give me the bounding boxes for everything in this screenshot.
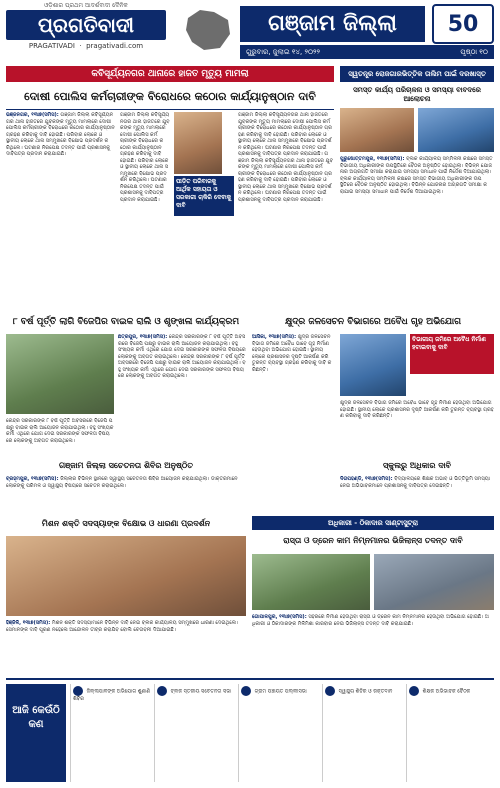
bottom-strip-title: ଆଜି କେଉଁଠି କଣ (12, 705, 60, 730)
paper-logo-latin: PRAGATIVADI · pragativadi.com (28, 42, 144, 50)
water-photo[interactable] (340, 334, 406, 396)
road-text: ସହରରେ ନିର୍ମାଣ ହେଉଥିବା ରାସ୍ତା ଓ ଡ୍ରେନ କାମ ନିମ୍ନମାନର ହେଉଥିବା ଅଭିଯୋଗ ହୋଇଛି। ଅଧିକାରୀ ଓ ଠିକାଦାରଙ୍କ ମିଳିମିଶା କାରବାର ନେଇ ଭିଜିଲାନ୍ସ ତଦନ୍ତ ଦାବି କରାଯାଇଛି। (252, 614, 489, 627)
health-byline: ବ୍ରହ୍ମପୁର, ୧୩ା୭(ସମିସ): (6, 476, 59, 482)
bjp-text-cont: କେନ୍ଦ୍ର ସରକାରଙ୍କ ୮ ବର୍ଷ ପୂର୍ତ୍ତି ଅବସରରେ ବିଜେପି ପକ୍ଷରୁ ବାଇକ ରାଲି ଆୟୋଜନ କରାଯାଇଥିଲା। ବହୁ ସଂଖ୍ୟକ କର୍ମୀ ଏଥିରେ ଯୋଗ ଦେଇ ସରକାରଙ୍କ ସଫଳତା ବିଷୟରେ ଲୋକଙ୍କୁ ଅବଗତ କରାଇଥିଲେ। (118, 353, 246, 379)
lead-text-cont: ଗଞ୍ଜାମ ଜିଲ୍ଲା କବିସୂର୍ଯ୍ୟନଗର ଥାନା ହାଜତରେ ଯୁବକଙ୍କ ମୃତ୍ୟୁ ମାମଲାରେ ଦୋଷୀ ପୋଲିସ କର୍ମଚାରୀଙ୍କ ବିରୋଧରେ କଠୋର କାର୍ଯ୍ୟାନୁଷ୍ଠାନ ଗ୍ରହଣ କରିବାକୁ ଦାବି ହୋଇଛି। ପରିବାର ଲୋକେ ଓ ସ୍ଥାନୀୟ ଲୋକେ ଥାନା ସମ୍ମୁଖରେ ବିକ୍ଷୋଭ ପ୍ରଦର୍ଶନ କରିଥିଲେ। ଘଟଣାର ନିରପେକ୍ଷ ତଦନ୍ତ ପାଇଁ ପ୍ରଶାସନକୁ ଦାବିପତ୍ର ପ୍ରଦାନ କରାଯାଇଛି। (120, 112, 170, 203)
bjp-text-cont2: କେନ୍ଦ୍ର ସରକାରଙ୍କ ୮ ବର୍ଷ ପୂର୍ତ୍ତି ଅବସରରେ ବିଜେପି ପକ୍ଷରୁ ବାଇକ ରାଲି ଆୟୋଜନ କରାଯାଇଥିଲା। ବହୁ ସଂଖ୍ୟକ କର୍ମୀ ଏଥିରେ ଯୋଗ ଦେଇ ସରକାରଙ୍କ ସଫଳତା ବିଷୟରେ ଲୋକଙ୍କୁ ଅବଗତ କରାଇଥିଲେ। (6, 418, 114, 444)
lead-headline[interactable]: ଦୋଷୀ ପୋଲିସ କର୍ମଚାରୀଙ୍କ ବିରୋଧରେ କଠୋର କାର୍ଯ୍ୟାନୁଷ୍ଠାନ ଦାବି (24, 90, 316, 103)
water-text-cont: କ୍ଷୁଦ୍ର ଜଳସେଚନ ବିଭାଗ ଜମିରେ ଅବୈଧ ଭାବେ ଗୃହ ନିର୍ମାଣ ହେଉଥିବା ଅଭିଯୋଗ ହୋଇଛି। ସ୍ଥାନୀୟ ଲୋକେ ପ୍ରଶାସନର ଦୃଷ୍ଟି ଆକର୍ଷଣ କରି ତୁରନ୍ତ ବ୍ୟବସ୍ଥା ଗ୍ରହଣ କରିବାକୁ ଦାବି କରିଛନ୍ତି। (340, 400, 494, 419)
school-headline[interactable]: ସ୍କୁଲରୁ ଅଧିକାର ଦାବି (382, 461, 452, 470)
rally-body (6, 620, 246, 672)
road-photo-2[interactable] (374, 554, 494, 610)
water-body-col2 (340, 400, 494, 454)
strip-item[interactable] (322, 684, 406, 782)
water-body (252, 334, 336, 454)
health-text: ଜିଲ୍ଲାର ବିଭିନ୍ନ ସ୍ଥାନରେ ସ୍ୱାସ୍ଥ୍ୟ ସଚେତନତା ଶିବିର ଆୟୋଜନ କରାଯାଇଥିଲା। ଡାକ୍ତରମାନେ ଲୋକଙ୍କୁ ପରିମଳ ଓ ସ୍ୱାସ୍ଥ୍ୟ ବିଷୟରେ ସଚେତନ କରାଇଥିଲେ। (6, 476, 238, 489)
bjp-photo[interactable] (6, 334, 114, 414)
lead-text: ଗଞ୍ଜାମ ଜିଲ୍ଲା କବିସୂର୍ଯ୍ୟନଗର ଥାନା ହାଜତରେ ଯୁବକଙ୍କ ମୃତ୍ୟୁ ମାମଲାରେ ଦୋଷୀ ପୋଲିସ କର୍ମଚାରୀଙ୍କ ବିରୋଧରେ କଠୋର କାର୍ଯ୍ୟାନୁଷ୍ଠାନ ଗ୍ରହଣ କରିବାକୁ ଦାବି ହୋଇଛି। ପରିବାର ଲୋକେ ଓ ସ୍ଥାନୀୟ ଲୋକେ ଥାନା ସମ୍ମୁଖରେ ବିକ୍ଷୋଭ ପ୍ରଦର୍ଶନ କରିଥିଲେ। ଘଟଣାର ନିରପେକ୍ଷ ତଦନ୍ତ ପାଇଁ ପ୍ରଶାସନକୁ ଦାବିପତ୍ର ପ୍ରଦାନ କରାଯାଇଛି। (6, 112, 115, 157)
strip-item[interactable] (406, 684, 494, 782)
lead-photo[interactable] (174, 112, 222, 174)
bullet-icon (73, 686, 83, 696)
strap-right[interactable]: ସ୍ୱତନ୍ତ୍ର ରୋଜଗାରଭିତ୍ତିକ ତାଲିମ ପାଇଁ ଦରଖାସ୍ତ (340, 66, 494, 82)
bullet-icon (325, 686, 335, 696)
date-bar (240, 45, 494, 59)
road-photo-1[interactable] (252, 554, 370, 610)
strap-left[interactable]: କବିସୂର୍ଯ୍ୟନଗର ଥାନାରେ ହାଜତ ମୃତ୍ୟୁ ମାମଲା (6, 66, 334, 82)
district-map-icon (180, 4, 236, 54)
water-sidebox-text: ବିଭାଗୀୟ ଜମିରେ ଅବୈଧ ନିର୍ମାଣ ହଟାଇବାକୁ ଦାବି (412, 336, 486, 351)
right-top-body (340, 156, 494, 306)
rally-headline[interactable]: ମିଶନ ଶକ୍ତି ସଦସ୍ୟାଙ୍କ ବିକ୍ଷୋଭ ଓ ଧାରଣା ପ୍ରଦର୍ଶନ (41, 519, 211, 528)
water-headline[interactable]: କ୍ଷୁଦ୍ର ଜଳସେଚନ ବିଭାଗରେ ଅବୈଧ ଗୃହ ଅଭିଯୋଗ (284, 317, 462, 327)
road-body (252, 614, 494, 672)
strip-item-text: ଶିକ୍ଷକ ଅଭିଭାବକ ବୈଠକ (422, 688, 471, 695)
water-text: କ୍ଷୁଦ୍ର ଜଳସେଚନ ବିଭାଗ ଜମିରେ ଅବୈଧ ଭାବେ ଗୃହ ନିର୍ମାଣ ହେଉଥିବା ଅଭିଯୋଗ ହୋଇଛି। ସ୍ଥାନୀୟ ଲୋକେ ପ୍ରଶାସନର ଦୃଷ୍ଟି ଆକର୍ଷଣ କରି ତୁରନ୍ତ ବ୍ୟବସ୍ଥା ଗ୍ରହଣ କରିବାକୁ ଦାବି କରିଛନ୍ତି। (252, 334, 332, 373)
strip-item[interactable] (70, 684, 154, 782)
lead-text-cont3: ଗଞ୍ଜାମ ଜିଲ୍ଲା କବିସୂର୍ଯ୍ୟନଗର ଥାନା ହାଜତରେ ଯୁବକଙ୍କ ମୃତ୍ୟୁ ମାମଲାରେ ଦୋଷୀ ପୋଲିସ କର୍ମଚାରୀଙ୍କ ବିରୋଧରେ କଠୋର କାର୍ଯ୍ୟାନୁଷ୍ଠାନ ଗ୍ରହଣ କରିବାକୁ ଦାବି ହୋଇଛି। ପରିବାର ଲୋକେ ଓ ସ୍ଥାନୀୟ ଲୋକେ ଥାନା ସମ୍ମୁଖରେ ବିକ୍ଷୋଭ ପ୍ରଦର୍ଶନ କରିଥିଲେ। ଘଟଣାର ନିରପେକ୍ଷ ତଦନ୍ତ ପାଇଁ ପ୍ରଶାସନକୁ ଦାବିପତ୍ର ପ୍ରଦାନ କରାଯାଇଛି। (238, 151, 333, 203)
bullet-icon (241, 686, 251, 696)
strip-item-text: ଜିଲ୍ଲାପାଳଙ୍କ ଅଭିଯୋଗ ଶୁଣାଣି ଶିବିର (73, 688, 151, 702)
road-byline: ଗୋପାଳପୁର, ୧୩ା୭(ସମିସ): (252, 614, 307, 620)
strip-item-text: ବ୍ଲକ ସ୍ତରୀୟ ସଚେତନତା ସଭା (170, 688, 232, 695)
strip-item-text: ଗ୍ରାମ ପଞ୍ଚାୟତ ପଲ୍ଲୀସଭା (254, 688, 307, 695)
paper-name-latin: PRAGATIVADI (28, 42, 75, 50)
lead-byline: ଭଞ୍ଜନଗର, ୧୩ା୭(ସମିସ): (6, 112, 59, 118)
website-link[interactable]: pragativadi.com (86, 42, 144, 50)
strip-item[interactable] (154, 684, 238, 782)
bjp-body (118, 334, 246, 454)
lead-pullquote (174, 176, 234, 216)
bottom-strip-title-box (6, 684, 66, 782)
paper-logo[interactable]: ପ୍ରଗତିବାଦୀ (6, 10, 166, 40)
lead-pullquote-text: ପୀଡ଼ିତ ପରିବାରକୁ ଆର୍ଥିକ ସହାୟତା ଓ ସରକାରୀ ଚାକିରି ଦେବାକୁ ଦାବି (176, 178, 232, 209)
school-body (340, 476, 494, 512)
lead-body-col2 (120, 112, 170, 310)
road-kicker: ଅଧିକାରୀ - ଠିକାଦାର ସାଣ୍ଟାସୁଟ୍ରା (252, 516, 494, 530)
bjp-byline: ଛତ୍ରପୁର, ୧୩ା୭(ସମିସ): (118, 334, 168, 340)
strip-item-text: ସ୍ୱାସ୍ଥ୍ୟ ଶିବିର ଓ ରକ୍ତଦାନ (338, 688, 393, 695)
anniversary-badge: 50 (432, 4, 494, 44)
lead-body (6, 112, 116, 310)
bullet-icon (157, 686, 167, 696)
masthead (0, 0, 500, 62)
bjp-headline[interactable]: ୮ ବର୍ଷ ପୂର୍ତ୍ତି ଲାଗି ବିଜେପିର ବାଇକ ରାଲି ଓ ଶୃଙ୍ଖଳା କାର୍ଯ୍ୟକ୍ରମ (12, 317, 240, 327)
rally-text: ମିଶନ ଶକ୍ତି ସଦସ୍ୟାମାନେ ବିଭିନ୍ନ ଦାବି ନେଇ ବ୍ଲକ କାର୍ଯ୍ୟାଳୟ ସମ୍ମୁଖରେ ଧାରଣା ଦେଇଥିଲେ। ସେମାନଙ୍କ ଦାବି ପୂରଣ ନହେଲେ ଆନ୍ଦୋଳନ ତୀବ୍ର କରାଯିବ ବୋଲି ଚେତାବନୀ ଦିଆଯାଇଛି। (6, 620, 239, 633)
rally-byline: ହିଞ୍ଜିଳି, ୧୩ା୭(ସମିସ): (6, 620, 51, 626)
health-body (6, 476, 246, 512)
lead-body-col3 (238, 112, 334, 310)
strip-item[interactable] (238, 684, 322, 782)
right-top-text: ବ୍ଲକ କାର୍ଯ୍ୟାଳୟ ସମ୍ମିଳନୀ କକ୍ଷରେ ସମସ୍ତ ବିଭାଗୀୟ ଅଧିକାରୀଙ୍କ ଉପସ୍ଥିତିରେ ବୈଠକ ଅନୁଷ୍ଠିତ ହୋଇଥିଲା। ବିଭିନ୍ନ ଯୋଜନାର ଅଗ୍ରଗତି ସମୀକ୍ଷା କରାଯାଇ ସମସ୍ୟା ସମାଧାନ ପାଇଁ ନିର୍ଦ୍ଦେଶ ଦିଆଯାଇଥିଲା। (340, 156, 493, 175)
bullet-icon (409, 686, 419, 696)
school-text: ବିଦ୍ୟାଳୟରେ ଶିକ୍ଷକ ଅଭାବ ଓ ଭିତ୍ତିଭୂମି ସମସ୍ୟା ନେଇ ଅଭିଭାବକମାନେ ପ୍ରଶାସନକୁ ଦାବିପତ୍ର ଦେଇଛନ୍ତି। (340, 476, 490, 489)
rally-photo[interactable] (6, 536, 246, 616)
school-byline: ଦିଗପହଣ୍ଡି, ୧୩ା୭(ସମିସ): (340, 476, 393, 482)
right-top-photo-1[interactable] (340, 108, 414, 152)
bjp-text: କେନ୍ଦ୍ର ସରକାରଙ୍କ ୮ ବର୍ଷ ପୂର୍ତ୍ତି ଅବସରରେ ବିଜେପି ପକ୍ଷରୁ ବାଇକ ରାଲି ଆୟୋଜନ କରାଯାଇଥିଲା। ବହୁ ସଂଖ୍ୟକ କର୍ମୀ ଏଥିରେ ଯୋଗ ଦେଇ ସରକାରଙ୍କ ସଫଳତା ବିଷୟରେ ଲୋକଙ୍କୁ ଅବଗତ କରାଇଥିଲେ। (118, 334, 246, 360)
lead-text-cont2: ଗଞ୍ଜାମ ଜିଲ୍ଲା କବିସୂର୍ଯ୍ୟନଗର ଥାନା ହାଜତରେ ଯୁବକଙ୍କ ମୃତ୍ୟୁ ମାମଲାରେ ଦୋଷୀ ପୋଲିସ କର୍ମଚାରୀଙ୍କ ବିରୋଧରେ କଠୋର କାର୍ଯ୍ୟାନୁଷ୍ଠାନ ଗ୍ରହଣ କରିବାକୁ ଦାବି ହୋଇଛି। ପରିବାର ଲୋକେ ଓ ସ୍ଥାନୀୟ ଲୋକେ ଥାନା ସମ୍ମୁଖରେ ବିକ୍ଷୋଭ ପ୍ରଦର୍ଶନ କରିଥିଲେ। ଘଟଣାର ନିରପେକ୍ଷ ତଦନ୍ତ ପାଇଁ ପ୍ରଶାସନକୁ ଦାବିପତ୍ର ପ୍ରଦାନ କରାଯାଇଛି। (238, 112, 332, 157)
right-top-text-cont: ବ୍ଲକ କାର୍ଯ୍ୟାଳୟ ସମ୍ମିଳନୀ କକ୍ଷରେ ସମସ୍ତ ବିଭାଗୀୟ ଅଧିକାରୀଙ୍କ ଉପସ୍ଥିତିରେ ବୈଠକ ଅନୁଷ୍ଠିତ ହୋଇଥିଲା। ବିଭିନ୍ନ ଯୋଜନାର ଅଗ୍ରଗତି ସମୀକ୍ଷା କରାଯାଇ ସମସ୍ୟା ସମାଧାନ ପାଇଁ ନିର୍ଦ୍ଦେଶ ଦିଆଯାଇଥିଲା। (340, 175, 487, 195)
water-byline: ଆସିକା, ୧୩ା୭(ସମିସ): (252, 334, 297, 340)
right-top-photo-2[interactable] (418, 108, 494, 152)
paper-tagline: ଓଡ଼ିଶାର ପ୍ରଥମ ଆଦର୍ଶବାଦୀ ଦୈନିକ (44, 2, 128, 9)
district-title: ଗଞ୍ଜାମ ଜିଲ୍ଲା (240, 6, 425, 42)
health-headline[interactable]: ଗଞ୍ଜାମ ଜିଲ୍ଲା ସଚେତନତା ଶିବିର ଅନୁଷ୍ଠିତ (59, 461, 193, 470)
road-headline[interactable]: ରାସ୍ତା ଓ ଡ୍ରେନ କାମ ନିମ୍ନମାନର ଭିଜିଲାନ୍ସ ତଦନ୍ତ ଦାବି (283, 536, 463, 545)
water-sidebox (410, 334, 494, 374)
date-line: ଗୁରୁବାର, ଜୁଲାଇ ୧୪, ୨୦୨୨ (246, 48, 321, 56)
bottom-strip (6, 678, 494, 784)
bjp-body-col2 (6, 418, 114, 454)
right-top-headline[interactable]: ସମସ୍ତ କାର୍ଯ୍ୟ ପରିଚାଳନା ଓ ସମସ୍ୟା ବାବଦରେ ଆଲୋଚନା (353, 86, 481, 103)
divider (6, 109, 334, 110)
page-label: ପୃଷ୍ଠା ୧୦ (460, 48, 488, 56)
right-top-byline: ପୁରୁଷୋତ୍ତମପୁର, ୧୩ା୭(ସମିସ): (340, 156, 405, 162)
